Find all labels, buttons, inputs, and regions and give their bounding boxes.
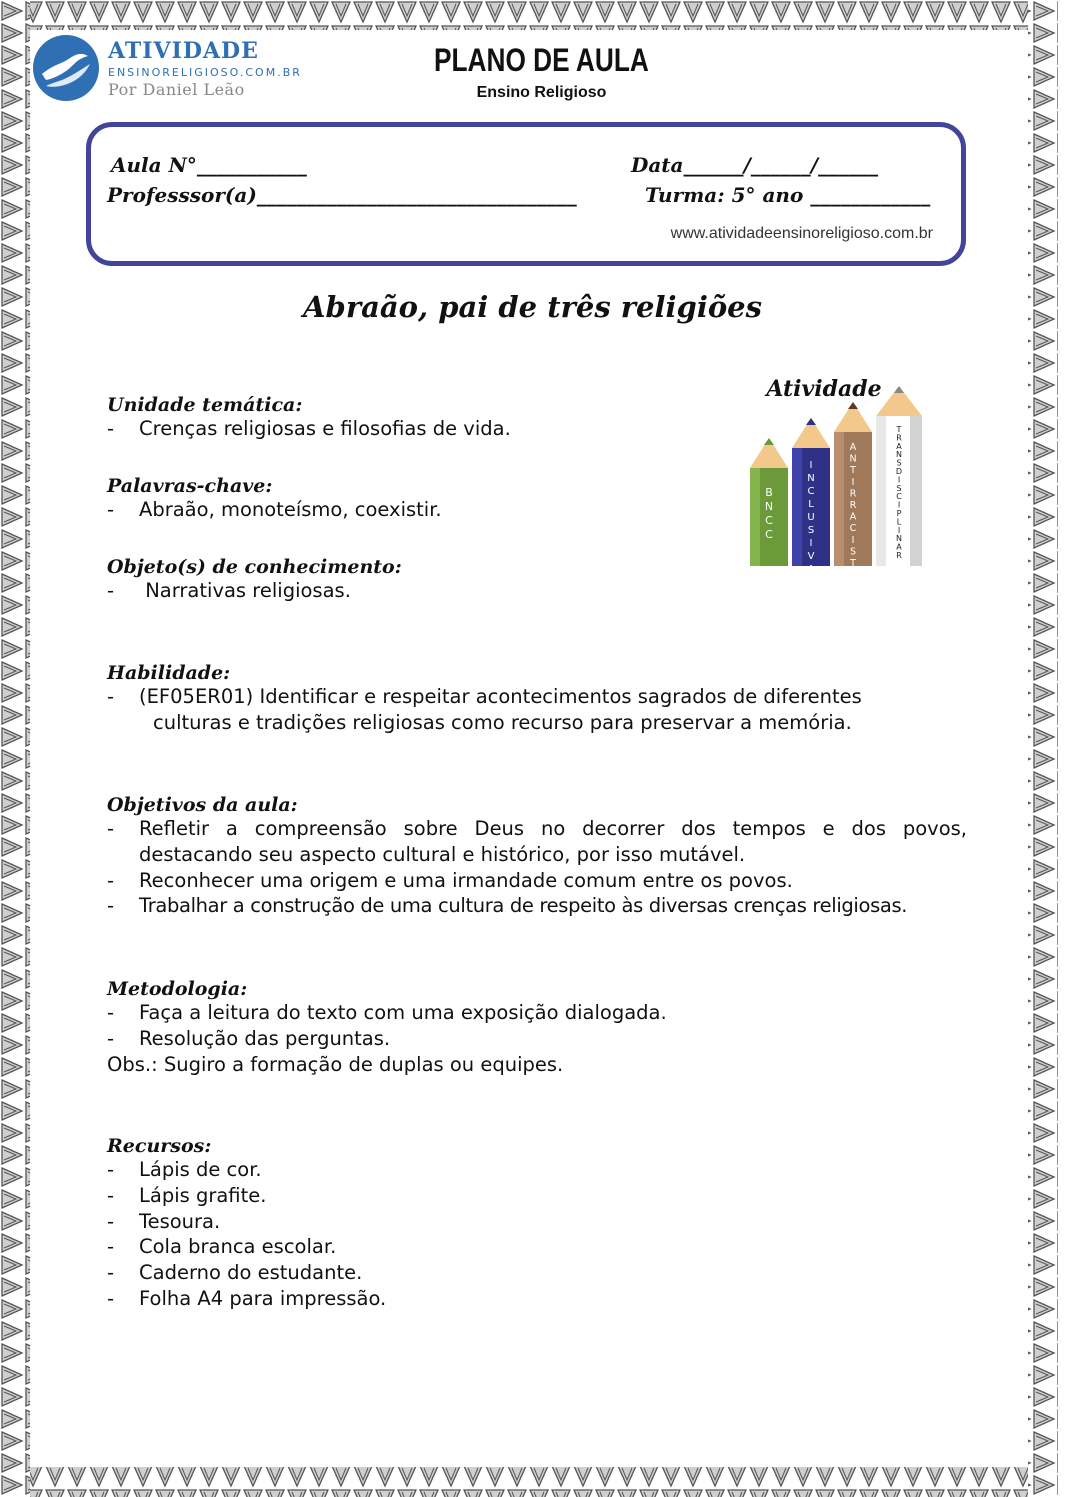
list-item: - Reconhecer uma origem e uma irmandade comum entre os povos. xyxy=(107,868,793,892)
pencil-label: B N C C xyxy=(764,486,774,541)
section-title: Objetivos da aula: xyxy=(107,794,298,816)
aula-field: Aula N°___________ xyxy=(111,153,307,177)
pencil-label: A N T I R R A C I S T A xyxy=(849,442,857,581)
list-item: - Folha A4 para impressão. xyxy=(107,1286,387,1310)
section-title: Unidade temática: xyxy=(107,394,303,416)
lesson-title: Abraão, pai de três religiões xyxy=(303,290,762,324)
section-title: Habilidade: xyxy=(107,662,231,684)
list-item: - Refletir a compreensão sobre Deus no decorrer dos tempos e dos povos, destacando seu aspecto cultural e histórico, por isso mutável. xyxy=(107,817,967,866)
observation-note: Obs.: Sugiro a formação de duplas ou equipes. xyxy=(107,1052,564,1076)
data-field: Data______/______/______ xyxy=(631,153,879,177)
list-item: - Abraão, monoteísmo, coexistir. xyxy=(107,498,442,521)
professor-field: Professsor(a)________________________________ xyxy=(107,183,577,207)
logo-site: ENSINORELIGIOSO.COM.BR xyxy=(108,66,302,79)
logo-author: Por Daniel Leão xyxy=(108,80,245,99)
list-item: - Faça a leitura do texto com uma exposição dialogada. xyxy=(107,1001,667,1024)
section-list xyxy=(107,816,967,919)
section-list xyxy=(107,1000,967,1052)
section-title: Objeto(s) de conhecimento: xyxy=(107,556,402,578)
list-item: - (EF05ER01) Identificar e respeitar acontecimentos sagrados de diferentes xyxy=(107,685,862,708)
section-list xyxy=(107,684,967,736)
section-unidade xyxy=(107,394,967,442)
pencils-heading: Atividade xyxy=(766,376,882,402)
section-list xyxy=(107,578,967,604)
list-item: - Crenças religiosas e filosofias de vida. xyxy=(107,417,511,440)
website-url: www.atividadeensinoreligioso.com.br xyxy=(670,225,933,242)
section-palavras xyxy=(107,475,967,523)
section-title: Palavras-chave: xyxy=(107,475,273,497)
section-objetivos xyxy=(107,794,967,919)
list-item: - Lápis de cor. xyxy=(107,1158,262,1181)
list-item: - Cola branca escolar. xyxy=(107,1235,337,1259)
list-item-continuation: culturas e tradições religiosas como recurso para preservar a memória. xyxy=(153,710,852,734)
list-item: - Resolução das perguntas. xyxy=(107,1026,391,1050)
section-list xyxy=(107,416,967,442)
section-metodologia xyxy=(107,978,967,1077)
header-form-box xyxy=(86,122,966,266)
section-objetos xyxy=(107,556,967,604)
list-item: - Lápis grafite. xyxy=(107,1183,267,1207)
list-item: - Narrativas religiosas. xyxy=(107,579,351,602)
section-habilidade xyxy=(107,662,967,736)
section-title: Metodologia: xyxy=(107,978,248,1000)
logo-title: ATIVIDADE xyxy=(108,38,259,64)
page-subtitle: Ensino Religioso xyxy=(476,84,607,101)
pencil-label: T R A N S D I S C I P L I N A R xyxy=(895,425,903,560)
list-item: - Caderno do estudante. xyxy=(107,1261,363,1285)
list-item: - Trabalhar a construção de uma cultura de respeito às diversas crenças religiosas. xyxy=(107,894,908,918)
pencil-label: I N C L U S I V A xyxy=(807,460,815,575)
section-title: Recursos: xyxy=(107,1135,212,1157)
section-recursos xyxy=(107,1135,967,1312)
page-title: PLANO DE AULA xyxy=(434,42,649,78)
section-list xyxy=(107,1157,967,1312)
section-list xyxy=(107,497,967,523)
turma-field: Turma: 5° ano ____________ xyxy=(645,183,931,207)
list-item: - Tesoura. xyxy=(107,1209,221,1233)
